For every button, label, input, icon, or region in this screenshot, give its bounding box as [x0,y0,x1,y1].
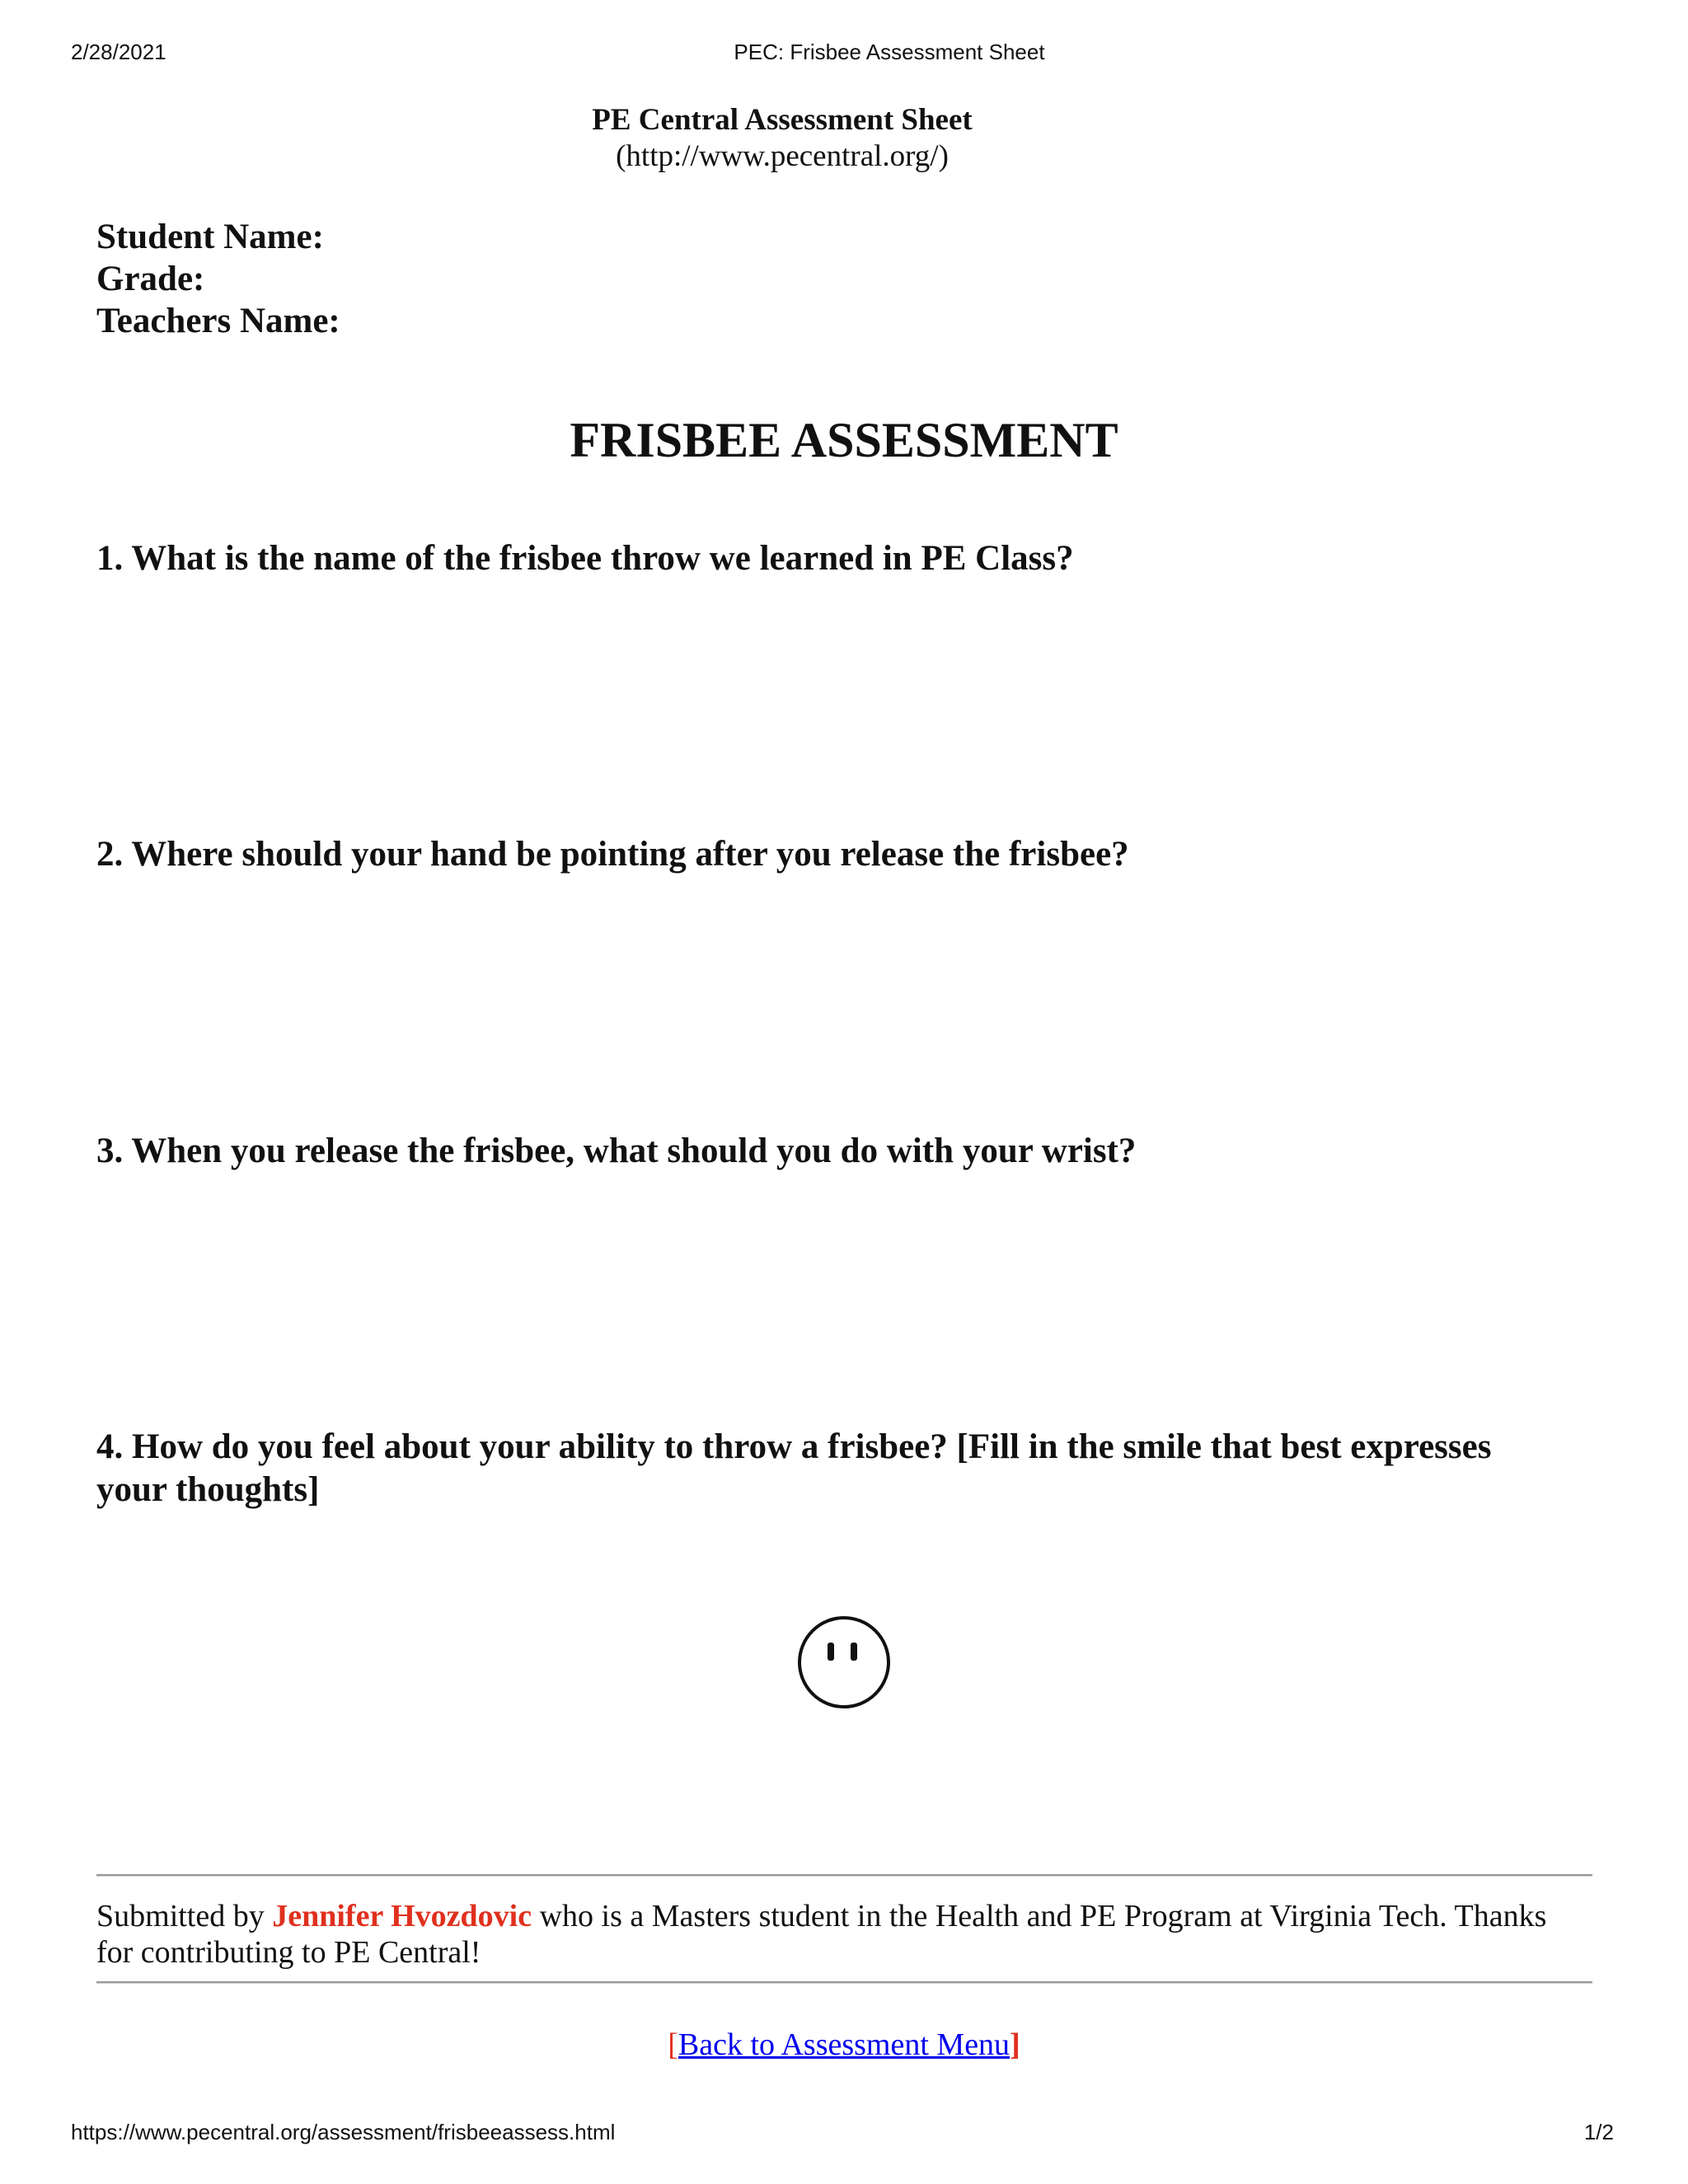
question-3: 3. When you release the frisbee, what should you do with your wrist? [96,1132,1137,1170]
divider-bottom [96,1981,1592,1984]
question-4: 4. How do you feel about your ability to throw a frisbee? [Fill in the smile that best expresses your thoughts] [96,1427,1492,1509]
site-title [0,102,1688,138]
student-name-label: Student Name: [96,218,324,256]
print-page-number: 1/2 [1583,2120,1614,2144]
credit-author: Jennifer Hvozdovic [272,1899,532,1933]
credit-suffix: who is a Masters student in the Health and PE Program at Virginia Tech. Thanks for contributing to PE Central! [96,1899,1547,1970]
credit-prefix: Submitted by [96,1899,273,1933]
site-url-text: (http://www.pecentral.org/) [616,139,949,173]
site-title-text: PE Central Assessment Sheet [592,103,973,137]
back-nav [0,2027,1688,2063]
bracket-open: [ [668,2027,678,2062]
print-footer-url: https://www.pecentral.org/assessment/frisbeeassess.html [71,2120,616,2144]
print-page-title: PEC: Frisbee Assessment Sheet [734,40,1045,64]
teachers-name-label: Teachers Name: [96,302,340,340]
question-1: 1. What is the name of the frisbee throw we learned in PE Class? [96,539,1074,578]
assessment-title: FRISBEE ASSESSMENT [570,413,1118,467]
credit-note [96,1898,1580,1971]
divider-top [96,1874,1592,1877]
print-date: 2/28/2021 [71,40,166,64]
bracket-close: ] [1010,2027,1020,2062]
blank-face-icon[interactable] [797,1615,891,1709]
site-url [0,138,1688,174]
question-2: 2. Where should your hand be pointing after you release the frisbee? [96,835,1129,874]
student-info-fields [96,216,340,342]
back-to-assessment-menu-link[interactable]: Back to Assessment Menu [678,2027,1010,2062]
grade-label: Grade: [96,260,205,298]
